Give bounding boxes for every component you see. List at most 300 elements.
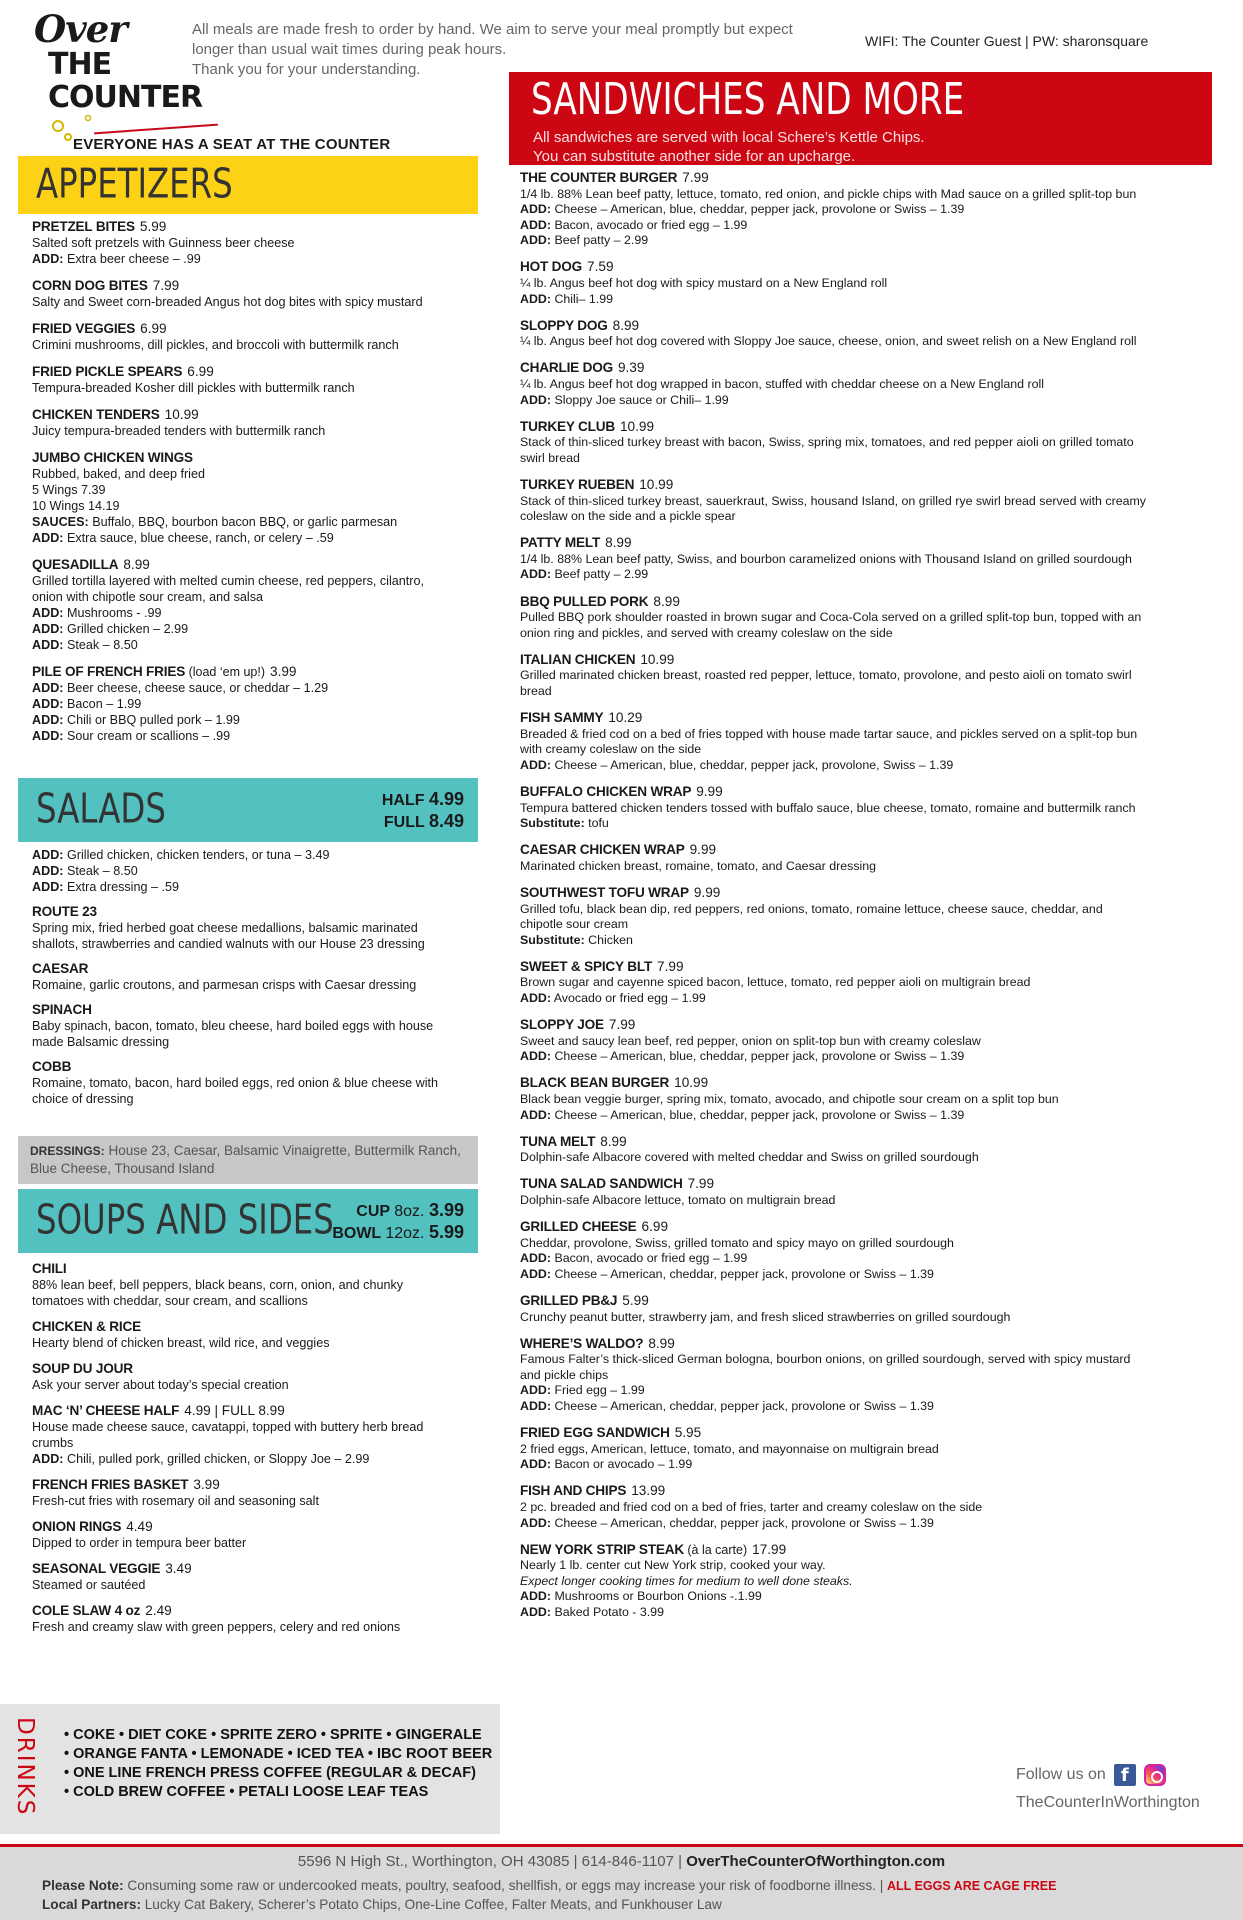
menu-item-description: Sweet and saucy lean beef, red pepper, onion on split-top bun with creamy coleslaw xyxy=(520,1033,981,1048)
menu-item xyxy=(520,885,1220,948)
add-on-label: Substitute: xyxy=(520,932,585,947)
menu-item-name: SPINACH xyxy=(32,1002,92,1017)
menu-item-name: COBB xyxy=(32,1059,72,1074)
menu-item-description: Famous Falter’s thick-sliced German bologna, bourbon onions, on grilled sourdough, served with spicy mustard xyxy=(520,1352,1131,1367)
menu-item-name: JUMBO CHICKEN WINGS xyxy=(32,450,193,465)
menu-item-head xyxy=(32,1361,482,1377)
menu-item-price: 4.99 | FULL 8.99 xyxy=(184,1403,285,1418)
bowl-size: 12oz. xyxy=(385,1225,425,1242)
menu-item xyxy=(32,450,482,546)
menu-item-head xyxy=(32,450,482,466)
drinks-line: • ONE LINE FRENCH PRESS COFFEE (REGULAR & DECAF) xyxy=(64,1765,476,1781)
menu-item xyxy=(32,321,482,353)
add-on-line xyxy=(32,637,482,653)
salads-prices xyxy=(382,789,464,833)
cup-price: 3.99 xyxy=(428,1200,464,1220)
add-on-text: Mushrooms or Bourbon Onions -.1.99 xyxy=(554,1589,762,1604)
menu-item-price: 9.99 xyxy=(693,884,721,900)
menu-item-name: SOUTHWEST TOFU WRAP xyxy=(520,884,689,900)
menu-item-head xyxy=(520,1425,1220,1442)
menu-item-name: BLACK BEAN BURGER xyxy=(520,1075,670,1091)
logo-the: THE xyxy=(48,47,112,82)
menu-item-description: Grilled tortilla layered with melted cumin cheese, red peppers, cilantro, xyxy=(32,574,424,588)
section-add-ons xyxy=(32,847,482,895)
soups-prices xyxy=(332,1200,464,1244)
menu-item xyxy=(520,1219,1220,1282)
add-on-line xyxy=(520,1383,1220,1399)
notice xyxy=(192,20,852,80)
menu-item-price: 10.29 xyxy=(608,710,643,726)
menu-item-name: CHICKEN & RICE xyxy=(32,1319,141,1334)
footer-note-text: Consuming some raw or undercooked meats, poultry, seafood, shellfish, or eggs may increase your risk of foodborne illness. | xyxy=(123,1878,887,1893)
menu-item-description: with creamy coleslaw on the side xyxy=(520,742,702,757)
menu-item-name: CAESAR CHICKEN WRAP xyxy=(520,842,685,858)
menu-item xyxy=(32,664,482,744)
half-label: HALF xyxy=(381,792,425,809)
menu-item xyxy=(520,535,1220,583)
menu-item xyxy=(32,1361,482,1393)
add-on-text: Cheese – American, blue, cheddar, pepper jack, provolone or Swiss – 1.39 xyxy=(554,202,965,217)
add-on-text: Chili– 1.99 xyxy=(554,291,613,306)
menu-item-head xyxy=(520,842,1220,859)
menu-item-head xyxy=(520,360,1220,377)
add-on-label: ADD: xyxy=(32,622,64,636)
add-on-label: ADD: xyxy=(32,848,64,862)
add-on-label: ADD: xyxy=(520,567,551,582)
menu-item-description: 2 pc. breaded and fried cod on a bed of fries, tarter and creamy coleslaw on the side xyxy=(520,1499,983,1514)
menu-item xyxy=(32,1002,482,1050)
menu-item-description: Tempura battered chicken tenders tossed with buffalo sauce, blue cheese, tomato, romaine and buttermilk ranch xyxy=(520,800,1136,815)
drinks-box xyxy=(0,1704,500,1834)
add-on-line xyxy=(520,1251,1220,1267)
add-on-label: SAUCES: xyxy=(32,515,89,529)
add-on-label: ADD: xyxy=(32,729,64,743)
menu-item-head xyxy=(32,1603,482,1619)
menu-item-head xyxy=(520,652,1220,669)
menu-item-description: House made cheese sauce, cavatappi, topped with buttery herb bread xyxy=(32,1420,424,1434)
menu-item-price: 7.99 xyxy=(152,278,180,293)
menu-item-description: Juicy tempura-breaded tenders with buttermilk ranch xyxy=(32,424,326,438)
add-on-text: Steak – 8.50 xyxy=(66,638,138,652)
menu-item-name: PILE OF FRENCH FRIES xyxy=(32,664,186,679)
menu-item-price: 6.99 xyxy=(187,364,214,379)
menu-item-description: Stack of thin-sliced turkey breast with bacon, Swiss, spring mix, tomatoes, and red pepper aioli on grilled tomato xyxy=(520,435,1134,450)
menu-item-head xyxy=(32,904,482,920)
menu-item-name: FISH SAMMY xyxy=(520,710,604,726)
menu-item-head xyxy=(520,710,1220,727)
menu-item xyxy=(520,594,1220,642)
add-on-line xyxy=(32,728,482,744)
add-on-label: ADD: xyxy=(520,202,551,217)
add-on-line xyxy=(32,1451,482,1467)
add-on-text: Bacon, avocado or fried egg – 1.99 xyxy=(554,1251,748,1266)
menu-item-name: TURKEY RUEBEN xyxy=(520,477,635,492)
add-on-label: ADD: xyxy=(520,1107,551,1122)
full-label: FULL xyxy=(383,814,425,831)
add-on-label: ADD: xyxy=(32,252,64,266)
add-on-line xyxy=(520,218,1220,234)
add-on-label: ADD: xyxy=(32,880,64,894)
menu-item-price: 9.99 xyxy=(689,842,717,858)
sandwiches-sub-line: You can substitute another side for an upcharge. xyxy=(533,148,856,165)
menu-item xyxy=(520,1293,1220,1325)
logo-counter: COUNTER xyxy=(48,80,203,115)
footer-partners-label: Local Partners: xyxy=(42,1897,141,1912)
add-on-line xyxy=(32,530,482,546)
menu-item-head xyxy=(520,1336,1220,1353)
menu-item-price: 8.99 xyxy=(612,317,640,333)
menu-item-price: 3.99 xyxy=(270,664,297,679)
menu-item-price: 6.99 xyxy=(641,1219,669,1235)
menu-item-price: 2.49 xyxy=(145,1603,172,1618)
menu-item-name: GRILLED CHEESE xyxy=(520,1219,637,1235)
menu-item-description: Grilled tofu, black bean dip, red peppers, red onions, tomato, romaine lettuce, cheese sauce, cheddar, and xyxy=(520,901,1103,916)
add-on-line xyxy=(32,680,482,696)
add-on-text: Beer cheese, cheese sauce, or cheddar – 1.29 xyxy=(66,681,329,695)
menu-item-price: 5.99 xyxy=(139,219,167,234)
menu-item xyxy=(32,407,482,439)
menu-item-name: QUESADILLA xyxy=(32,557,119,572)
menu-item xyxy=(32,1319,482,1351)
menu-item-head xyxy=(32,961,482,977)
soups-title: SOUPS AND SIDES xyxy=(36,1196,334,1244)
menu-item-price: 7.59 xyxy=(587,259,614,275)
add-on-text: Chicken xyxy=(588,932,633,947)
menu-item xyxy=(520,1134,1220,1166)
menu-item-head xyxy=(520,477,1220,494)
menu-item xyxy=(32,278,482,310)
cup-label: CUP xyxy=(356,1203,390,1220)
menu-item-head xyxy=(520,535,1220,552)
add-on-line xyxy=(520,567,1220,583)
menu-item-price: 5.95 xyxy=(674,1425,702,1441)
menu-item xyxy=(32,1403,482,1467)
menu-item-head xyxy=(32,1261,482,1277)
add-on-line xyxy=(520,1049,1220,1065)
menu-item-price: 7.99 xyxy=(682,170,709,185)
add-on-text: Chili or BBQ pulled pork – 1.99 xyxy=(66,713,240,727)
menu-item-description: onion with chipotle sour cream, and salsa xyxy=(32,590,264,604)
add-on-line xyxy=(32,863,482,879)
menu-item-note: (load ‘em up!) xyxy=(188,665,266,679)
menu-item-head xyxy=(32,278,482,294)
menu-item-price: 4.49 xyxy=(126,1519,153,1534)
menu-item-description: 1/4 lb. 88% Lean beef patty, lettuce, tomato, red onion, and pickle chips with Mad sauce on a grilled split-top bun xyxy=(520,186,1137,201)
menu-item-description: Fresh and creamy slaw with green peppers, celery and red onions xyxy=(32,1620,401,1634)
half-price: 4.99 xyxy=(428,789,464,809)
add-on-label: ADD: xyxy=(520,1251,551,1266)
add-on-line xyxy=(520,202,1220,218)
menu-item-description: Spring mix, fried herbed goat cheese medallions, balsamic marinated xyxy=(32,921,418,935)
cage-free-notice: ALL EGGS ARE CAGE FREE xyxy=(887,1879,1057,1893)
add-on-line xyxy=(520,1108,1220,1124)
menu-item-price: 10.99 xyxy=(164,407,199,422)
menu-item-name: WHERE’S WALDO? xyxy=(520,1335,644,1351)
menu-item-head xyxy=(520,1134,1220,1151)
salads-title: SALADS xyxy=(36,785,166,833)
add-on-label: ADD: xyxy=(32,681,64,695)
menu-item-name: FISH AND CHIPS xyxy=(520,1483,627,1499)
menu-item xyxy=(520,784,1220,832)
menu-item-description: Cheddar, provolone, Swiss, grilled tomato and spicy mayo on grilled sourdough xyxy=(520,1235,954,1250)
menu-item-description: shallots, strawberries and candied walnuts with our House 23 dressing xyxy=(32,937,425,951)
menu-item-head xyxy=(520,1075,1220,1092)
add-on-line xyxy=(520,1589,1220,1605)
add-on-label: ADD: xyxy=(520,1589,551,1604)
add-on-line xyxy=(520,816,1220,832)
menu-item-head xyxy=(520,318,1220,335)
menu-item-price: 5.99 xyxy=(622,1292,649,1308)
menu-item-head xyxy=(32,1519,482,1535)
add-on-line xyxy=(520,991,1220,1007)
menu-item-head xyxy=(520,1483,1220,1500)
add-on-label: ADD: xyxy=(520,233,551,248)
add-on-text: Avocado or fried egg – 1.99 xyxy=(553,991,706,1006)
menu-item xyxy=(520,170,1220,249)
social-handle: TheCounterInWorthington xyxy=(1016,1794,1200,1811)
menu-item-advisory: Expect longer cooking times for medium to well done steaks. xyxy=(520,1573,853,1588)
menu-item-description: Rubbed, baked, and deep fried xyxy=(32,467,205,481)
menu-item-price: 10.99 xyxy=(639,477,674,492)
menu-item-name: FRIED PICKLE SPEARS xyxy=(32,364,183,379)
add-on-line xyxy=(520,393,1220,409)
menu-item-description: Pulled BBQ pork shoulder roasted in brown sugar and Coca-Cola served on a grilled split-top bun, topped with an xyxy=(520,610,1142,625)
soups-list xyxy=(32,1261,482,1645)
menu-item-name: BUFFALO CHICKEN WRAP xyxy=(520,784,692,799)
menu-item-name: HOT DOG xyxy=(520,259,583,275)
menu-item-head xyxy=(520,259,1220,276)
add-on-text: Bacon, avocado or fried egg – 1.99 xyxy=(554,217,748,232)
menu-item-head xyxy=(32,219,482,235)
add-on-label: ADD: xyxy=(520,217,551,232)
menu-item-description: Grilled marinated chicken breast, roasted red pepper, lettuce, tomato, provolone, and pesto aioli on tomato swirl xyxy=(520,668,1132,683)
menu-item-description: Marinated chicken breast, romaine, tomato, and Caesar dressing xyxy=(520,858,877,873)
menu-item-description: coleslaw on the side and a pickle spear xyxy=(520,509,736,524)
add-on-line xyxy=(520,758,1220,774)
menu-item xyxy=(520,360,1220,408)
add-on-text: Sour cream or scallions – .99 xyxy=(66,729,231,743)
add-on-text: Extra sauce, blue cheese, ranch, or celery – .59 xyxy=(66,531,334,545)
menu-item-price: 8.99 xyxy=(648,1335,675,1351)
menu-item-description: Crunchy peanut butter, strawberry jam, and fresh sliced strawberries on grilled sourdough xyxy=(520,1309,1011,1324)
menu-item-head xyxy=(32,407,482,423)
notice-line: Thank you for your understanding. xyxy=(192,61,421,78)
menu-item-description: Steamed or sautéed xyxy=(32,1578,146,1592)
menu-item-name: ROUTE 23 xyxy=(32,904,97,919)
menu-item-head xyxy=(32,1561,482,1577)
add-on-text: Cheese – American, blue, cheddar, pepper jack, provolone or Swiss – 1.39 xyxy=(554,1107,965,1122)
instagram-icon[interactable] xyxy=(1144,1764,1166,1786)
add-on-line xyxy=(32,847,482,863)
drinks-line: • COLD BREW COFFEE • PETALI LOOSE LEAF TEAS xyxy=(64,1784,429,1800)
menu-item-description: Ask your server about today’s special creation xyxy=(32,1378,289,1392)
menu-item-name: PRETZEL BITES xyxy=(32,219,135,234)
footer-partners-text: Lucky Cat Bakery, Scherer’s Potato Chips, One-Line Coffee, Falter Meats, and Funkhouser Law xyxy=(140,1897,722,1912)
add-on-text: Beef patty – 2.99 xyxy=(554,233,649,248)
menu-item-description: swirl bread xyxy=(520,450,580,465)
full-price: 8.49 xyxy=(428,811,464,831)
menu-item-head xyxy=(520,784,1220,801)
add-on-text: Cheese – American, cheddar, pepper jack, provolone or Swiss – 1.39 xyxy=(554,1515,934,1530)
logo xyxy=(34,7,203,140)
menu-item-head xyxy=(32,1319,482,1335)
menu-item xyxy=(32,1603,482,1635)
menu-item-price: 7.99 xyxy=(657,958,684,974)
menu-item-description: ¼ lb. Angus beef hot dog wrapped in bacon, stuffed with cheddar cheese on a New England roll xyxy=(520,377,1044,392)
menu-item-description: made Balsamic dressing xyxy=(32,1035,170,1049)
footer-address: 5596 N High St., Worthington, OH 43085 | 614-846-1107 | xyxy=(297,1853,687,1870)
menu-item-note: (à la carte) xyxy=(687,1542,748,1557)
menu-item xyxy=(520,1483,1220,1531)
menu-item-head xyxy=(520,1017,1220,1034)
menu-item-head xyxy=(520,1542,1220,1559)
menu-item-name: TURKEY CLUB xyxy=(520,418,615,434)
menu-item xyxy=(520,1176,1220,1208)
menu-item-price: 8.99 xyxy=(653,593,680,609)
menu-item-description: and pickle chips xyxy=(520,1367,609,1382)
menu-item-price: 3.49 xyxy=(165,1561,192,1576)
menu-item xyxy=(520,1336,1220,1415)
menu-item xyxy=(32,961,482,993)
menu-item xyxy=(32,219,482,267)
menu-item-description: 1/4 lb. 88% Lean beef patty, Swiss, and bourbon caramelized onions with Thousand Island on grilled sourdough xyxy=(520,551,1132,566)
drinks-line: • COKE • DIET COKE • SPRITE ZERO • SPRITE • GINGERALE xyxy=(64,1727,482,1743)
add-on-label: Substitute: xyxy=(520,816,585,831)
menu-item xyxy=(520,1425,1220,1473)
add-on-line xyxy=(32,605,482,621)
menu-item-description: tomatoes with cheddar, sour cream, and scallions xyxy=(32,1294,308,1308)
menu-item xyxy=(520,959,1220,1007)
menu-item-description: Dolphin-safe Albacore lettuce, tomato on multigrain bread xyxy=(520,1192,836,1207)
facebook-icon[interactable]: f xyxy=(1114,1764,1136,1786)
follow-label: Follow us on xyxy=(1016,1766,1106,1783)
add-on-text: Sloppy Joe sauce or Chili– 1.99 xyxy=(554,392,729,407)
add-on-label: ADD: xyxy=(520,1383,551,1398)
footer xyxy=(0,1847,1243,1920)
menu-item xyxy=(520,419,1220,467)
sandwiches-sub-line: All sandwiches are served with local Schere’s Kettle Chips. xyxy=(533,129,925,146)
menu-item-description: Nearly 1 lb. center cut New York strip, cooked your way. xyxy=(520,1558,826,1573)
menu-item-head xyxy=(520,419,1220,436)
menu-item xyxy=(32,904,482,952)
menu-item-head xyxy=(32,1477,482,1493)
add-on-text: Baked Potato - 3.99 xyxy=(554,1605,664,1620)
menu-item-description: Brown sugar and cayenne spiced bacon, lettuce, tomato, red pepper aioli on multigrain bread xyxy=(520,975,1031,990)
add-on-label: ADD: xyxy=(520,1266,551,1281)
sandwiches-subtitle xyxy=(509,128,1212,166)
menu-item-head xyxy=(520,1293,1220,1310)
add-on-line xyxy=(520,1267,1220,1283)
menu-item-description: Romaine, garlic croutons, and parmesan crisps with Caesar dressing xyxy=(32,978,417,992)
add-on-line xyxy=(520,1457,1220,1473)
menu-item-name: FRIED EGG SANDWICH xyxy=(520,1425,670,1441)
soups-header xyxy=(18,1189,478,1253)
menu-item-price: 17.99 xyxy=(752,1541,787,1557)
appetizers-list xyxy=(32,219,482,755)
add-on-label: ADD: xyxy=(32,1452,64,1466)
add-on-line xyxy=(520,292,1220,308)
add-on-label: ADD: xyxy=(32,606,64,620)
add-on-line xyxy=(520,933,1220,949)
footer-partners xyxy=(42,1897,722,1912)
menu-item-price: 10.99 xyxy=(674,1075,709,1091)
add-on-label: ADD: xyxy=(32,638,64,652)
menu-item xyxy=(520,1075,1220,1123)
add-on-label: ADD: xyxy=(520,392,551,407)
menu-item-name: COLE SLAW 4 oz xyxy=(32,1603,141,1618)
footer-note xyxy=(42,1878,1056,1893)
add-on-text: Bacon or avocado – 1.99 xyxy=(554,1457,693,1472)
footer-website-link[interactable]: OverTheCounterOfWorthington.com xyxy=(686,1853,946,1870)
menu-item-head xyxy=(32,1403,482,1419)
add-on-line xyxy=(520,1516,1220,1532)
add-on-label: ADD: xyxy=(520,1605,551,1620)
drinks-title: DRINKS xyxy=(12,1717,38,1817)
menu-item-description: Crimini mushrooms, dill pickles, and broccoli with buttermilk ranch xyxy=(32,338,399,352)
menu-item-head xyxy=(520,959,1220,976)
menu-item xyxy=(32,557,482,653)
menu-item-description: Salty and Sweet corn-breaded Angus hot dog bites with spicy mustard xyxy=(32,295,423,309)
social-follow xyxy=(1016,1764,1200,1812)
menu-item-head xyxy=(32,1059,482,1075)
menu-item-name: SLOPPY DOG xyxy=(520,317,608,333)
menu-item-name: CORN DOG BITES xyxy=(32,278,148,293)
add-on-text: Grilled chicken, chicken tenders, or tuna – 3.49 xyxy=(66,848,330,862)
add-on-line xyxy=(32,712,482,728)
menu-item-name: CHICKEN TENDERS xyxy=(32,407,160,422)
menu-item xyxy=(520,842,1220,874)
add-on-text: Cheese – American, blue, cheddar, pepper jack, provolone or Swiss – 1.39 xyxy=(554,1049,965,1064)
notice-line: All meals are made fresh to order by hand. We aim to serve your meal promptly but expect xyxy=(192,21,793,38)
menu-item xyxy=(520,710,1220,773)
menu-item-description: Fresh-cut fries with rosemary oil and seasoning salt xyxy=(32,1494,319,1508)
sandwiches-header xyxy=(509,72,1212,165)
menu-item xyxy=(32,1561,482,1593)
menu-item-description: Romaine, tomato, bacon, hard boiled eggs, red onion & blue cheese with xyxy=(32,1076,439,1090)
menu-item-price: 10.99 xyxy=(619,418,655,434)
menu-item-description: Stack of thin-sliced turkey breast, sauerkraut, Swiss, housand Island, on grilled rye swirl bread served with creamy xyxy=(520,493,1146,508)
menu-item-description: Hearty blend of chicken breast, wild rice, and veggies xyxy=(32,1336,330,1350)
add-on-text: Fried egg – 1.99 xyxy=(554,1383,645,1398)
cup-size: 8oz. xyxy=(394,1203,425,1220)
add-on-line xyxy=(32,621,482,637)
menu-item-description: Dipped to order in tempura beer batter xyxy=(32,1536,247,1550)
add-on-text: Mushrooms - .99 xyxy=(66,606,162,620)
add-on-label: ADD: xyxy=(520,1457,551,1472)
dressings-label: DRESSINGS: xyxy=(30,1144,105,1158)
menu-item xyxy=(520,652,1220,700)
dressings-text: House 23, Caesar, Balsamic Vinaigrette, Buttermilk Ranch, Blue Cheese, Thousand Island xyxy=(30,1143,461,1176)
drinks-line: • ORANGE FANTA • LEMONADE • ICED TEA • IBC ROOT BEER xyxy=(64,1746,493,1762)
menu-item-name: ITALIAN CHICKEN xyxy=(520,651,636,667)
menu-item-head xyxy=(32,321,482,337)
menu-item-description: 5 Wings 7.39 xyxy=(32,483,106,497)
menu-item xyxy=(32,364,482,396)
menu-item-name: NEW YORK STRIP STEAK xyxy=(520,1541,684,1557)
menu-item-head xyxy=(520,170,1220,187)
add-on-text: tofu xyxy=(588,816,609,831)
sandwiches-list xyxy=(520,170,1220,1631)
bowl-label: BOWL xyxy=(332,1225,381,1242)
add-on-line xyxy=(32,514,482,530)
menu-item-description: onion ring and pickles, and served with creamy coleslaw on the side xyxy=(520,625,893,640)
menu-item-description: bread xyxy=(520,684,552,699)
notice-line: longer than usual wait times during peak hours. xyxy=(192,41,507,58)
menu-item-name: CHILI xyxy=(32,1261,67,1276)
appetizers-header xyxy=(18,156,478,214)
menu-item-description: Tempura-breaded Kosher dill pickles with buttermilk ranch xyxy=(32,381,355,395)
menu-item-head xyxy=(520,1176,1220,1193)
